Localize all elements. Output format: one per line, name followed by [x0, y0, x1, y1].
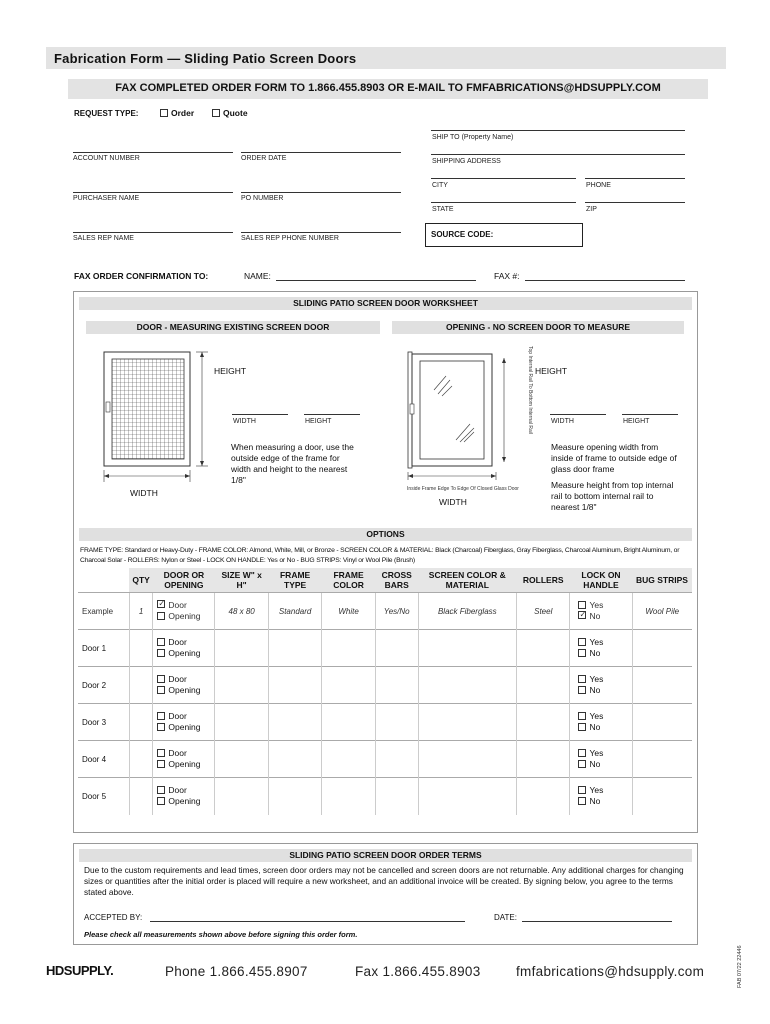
sales-rep-phone-line[interactable]	[241, 232, 401, 233]
example-qty: 1	[129, 593, 153, 630]
inside-frame-note: Inside Frame Edge To Edge Of Closed Glass Door	[407, 486, 519, 492]
example-opening-checkbox	[157, 612, 165, 620]
source-code-label: SOURCE CODE:	[431, 230, 494, 239]
order-label: Order	[171, 108, 195, 118]
door-width-small-label: WIDTH	[233, 418, 256, 425]
lock-cell[interactable]	[570, 630, 632, 667]
shipping-address-label: SHIPPING ADDRESS	[432, 158, 501, 165]
table-header-row	[78, 568, 692, 593]
opening-width-small-label: WIDTH	[551, 418, 574, 425]
date-line[interactable]	[522, 921, 672, 922]
rollers-cell[interactable]	[517, 667, 570, 704]
example-bug-strips: Wool Pile	[632, 593, 692, 630]
shipping-address-line[interactable]	[431, 154, 685, 155]
door-checkbox[interactable]	[157, 712, 165, 720]
yes-option-label: Yes	[589, 711, 604, 721]
opening-height-entry[interactable]	[622, 414, 678, 415]
header-frame-type: FRAME TYPE	[268, 568, 321, 593]
example-door-opening	[153, 593, 215, 630]
door-checkbox[interactable]	[157, 675, 165, 683]
fax-confirm-fax-line[interactable]	[525, 280, 685, 281]
no-checkbox[interactable]	[578, 649, 586, 657]
opening-diagram	[400, 346, 540, 506]
frame-type-cell[interactable]	[268, 667, 321, 704]
footer-phone[interactable]: Phone 1.866.455.8907	[165, 964, 308, 979]
sales-rep-name-line[interactable]	[73, 232, 233, 233]
footer-fax[interactable]: Fax 1.866.455.8903	[355, 964, 481, 979]
fax-banner	[68, 79, 708, 99]
yes-checkbox[interactable]	[578, 638, 586, 646]
page-title: Fabrication Form — Sliding Patio Screen Doors	[54, 51, 357, 66]
account-number-line[interactable]	[73, 152, 233, 153]
opening-note-1: Measure opening width from inside of frame to outside edge of glass door frame	[551, 442, 677, 474]
hd-supply-logo: HDSUPPLY.	[46, 963, 114, 978]
phone-label: PHONE	[586, 182, 611, 189]
lock-cell[interactable]	[570, 778, 632, 815]
frame-type-cell[interactable]	[268, 704, 321, 741]
request-order-option[interactable]	[160, 108, 194, 118]
door-width-label: WIDTH	[130, 488, 158, 498]
yes-checkbox[interactable]	[578, 675, 586, 683]
purchaser-name-label: PURCHASER NAME	[73, 195, 140, 202]
door-opening-cell[interactable]	[153, 704, 215, 741]
lock-cell[interactable]	[570, 667, 632, 704]
example-size: 48 x 80	[215, 593, 268, 630]
frame-color-cell[interactable]	[322, 630, 375, 667]
size-cell[interactable]	[215, 667, 268, 704]
row-label: Door 3	[78, 704, 129, 741]
qty-cell[interactable]	[129, 741, 153, 778]
example-cross-bars: Yes/No	[375, 593, 418, 630]
yes-checkbox[interactable]	[578, 712, 586, 720]
opening-option-label: Opening	[168, 796, 201, 807]
options-title: OPTIONS	[79, 528, 692, 541]
frame-type-cell[interactable]	[268, 778, 321, 815]
example-screen: Black Fiberglass	[418, 593, 516, 630]
header-qty: QTY	[129, 568, 153, 593]
frame-color-cell[interactable]	[322, 704, 375, 741]
yes-checkbox[interactable]	[578, 749, 586, 757]
worksheet-title: SLIDING PATIO SCREEN DOOR WORKSHEET	[79, 297, 692, 310]
frame-color-cell[interactable]	[322, 778, 375, 815]
account-number-label: ACCOUNT NUMBER	[73, 155, 140, 162]
orders-table	[78, 568, 692, 815]
size-cell[interactable]	[215, 741, 268, 778]
opening-checkbox[interactable]	[157, 723, 165, 731]
door-option-label: Door	[168, 711, 187, 721]
header-cross-bars: CROSS BARS	[375, 568, 418, 593]
ship-to-label: SHIP TO (Property Name)	[432, 134, 514, 141]
header-frame-color: FRAME COLOR	[322, 568, 375, 593]
opening-option-label: Opening	[168, 722, 201, 732]
terms-title: SLIDING PATIO SCREEN DOOR ORDER TERMS	[79, 849, 692, 862]
example-frame-type: Standard	[268, 593, 321, 630]
size-cell[interactable]	[215, 630, 268, 667]
footer-email[interactable]: fmfabrications@hdsupply.com	[516, 964, 705, 979]
date-label: DATE:	[494, 913, 517, 922]
screen-cell[interactable]	[418, 704, 516, 741]
header-label	[78, 568, 129, 593]
bug-strips-cell[interactable]	[632, 630, 692, 667]
opening-width-entry[interactable]	[550, 414, 606, 415]
no-checkbox[interactable]	[578, 760, 586, 768]
bug-strips-cell[interactable]	[632, 667, 692, 704]
lock-cell[interactable]	[570, 741, 632, 778]
example-rollers: Steel	[517, 593, 570, 630]
opening-note-2: Measure height from top internal rail to bottom internal rail to nearest 1/8"	[551, 480, 674, 512]
opening-option-label: Opening	[168, 648, 201, 658]
yes-option-label: Yes	[589, 785, 604, 796]
no-option-label: No	[589, 722, 601, 732]
phone-line[interactable]	[585, 178, 685, 179]
row-label: Door 4	[78, 741, 129, 778]
example-lock	[570, 593, 632, 630]
door-option-label: Door	[168, 748, 187, 758]
opening-checkbox[interactable]	[157, 760, 165, 768]
no-option-label: No	[589, 759, 601, 769]
opening-height-label: HEIGHT	[535, 366, 568, 376]
bug-strips-cell[interactable]	[632, 704, 692, 741]
opening-option-label: Opening	[168, 759, 201, 769]
example-no-checkbox	[578, 611, 586, 619]
no-checkbox[interactable]	[578, 723, 586, 731]
header-bug-strips: BUG STRIPS	[632, 568, 692, 593]
size-cell[interactable]	[215, 704, 268, 741]
cross-bars-cell[interactable]	[375, 704, 418, 741]
opening-width-label: WIDTH	[439, 497, 467, 507]
door-option-label: Door	[168, 674, 187, 684]
opening-option-label: Opening	[168, 611, 201, 621]
fax-confirm-label: FAX ORDER CONFIRMATION TO:	[74, 271, 209, 281]
door-width-entry[interactable]	[232, 414, 288, 415]
header-screen: SCREEN COLOR & MATERIAL	[418, 568, 516, 593]
purchaser-name-line[interactable]	[73, 192, 233, 193]
header-rollers: ROLLERS	[517, 568, 570, 593]
qty-cell[interactable]	[129, 630, 153, 667]
order-checkbox[interactable]	[160, 109, 168, 117]
quote-label: Quote	[223, 108, 248, 118]
order-date-label: ORDER DATE	[241, 155, 287, 162]
door-height-entry[interactable]	[304, 414, 360, 415]
door-opening-cell[interactable]	[153, 778, 215, 815]
sales-rep-phone-label: SALES REP PHONE NUMBER	[241, 235, 339, 242]
yes-option-label: Yes	[589, 637, 604, 647]
no-option-label: No	[589, 611, 601, 621]
city-line[interactable]	[431, 178, 576, 179]
header-lock: LOCK ON HANDLE	[570, 568, 632, 593]
example-frame-color: White	[322, 593, 375, 630]
form-code: FAB 07/22 22446	[737, 945, 743, 988]
fax-confirm-fax-label: FAX #:	[494, 271, 520, 281]
request-quote-option[interactable]	[212, 108, 248, 118]
door-option-label: Door	[168, 637, 187, 647]
screen-cell[interactable]	[418, 630, 516, 667]
table-row	[78, 741, 692, 778]
state-label: STATE	[432, 206, 454, 213]
no-option-label: No	[589, 685, 601, 695]
rollers-cell[interactable]	[517, 741, 570, 778]
rollers-cell[interactable]	[517, 704, 570, 741]
order-date-line[interactable]	[241, 152, 401, 153]
po-number-line[interactable]	[241, 192, 401, 193]
example-door-checkbox	[157, 600, 165, 608]
sales-rep-name-label: SALES REP NAME	[73, 235, 134, 242]
row-label: Door 5	[78, 778, 129, 815]
example-row	[78, 593, 692, 630]
door-note: When measuring a door, use the outside edge of the frame for width and height to the nearest 1/8"	[231, 442, 354, 485]
cross-bars-cell[interactable]	[375, 667, 418, 704]
zip-line[interactable]	[585, 202, 685, 203]
city-label: CITY	[432, 182, 448, 189]
check-note: Please check all measurements shown above before signing this order form.	[84, 930, 358, 939]
qty-cell[interactable]	[129, 704, 153, 741]
no-checkbox[interactable]	[578, 686, 586, 694]
qty-cell[interactable]	[129, 778, 153, 815]
door-checkbox[interactable]	[157, 638, 165, 646]
title-bar	[46, 47, 726, 69]
no-option-label: No	[589, 796, 601, 807]
state-line[interactable]	[431, 202, 576, 203]
vertical-rail-note: Top Internal Rail To Bottom Internal Rail	[527, 346, 533, 435]
opening-checkbox[interactable]	[157, 686, 165, 694]
fax-confirm-name-line[interactable]	[276, 280, 476, 281]
door-checkbox[interactable]	[157, 786, 165, 794]
frame-type-cell[interactable]	[268, 630, 321, 667]
opening-height-small-label: HEIGHT	[623, 418, 650, 425]
bug-strips-cell[interactable]	[632, 778, 692, 815]
door-option-label: Door	[168, 785, 187, 796]
row-label: Door 2	[78, 667, 129, 704]
fax-confirm-name-label: NAME:	[244, 271, 271, 281]
opening-header: OPENING - NO SCREEN DOOR TO MEASURE	[392, 321, 684, 334]
row-label: Door 1	[78, 630, 129, 667]
source-code-box[interactable]	[425, 223, 583, 247]
door-option-label: Door	[168, 600, 187, 610]
table-row	[78, 778, 692, 815]
door-opening-cell[interactable]	[153, 630, 215, 667]
screen-cell[interactable]	[418, 778, 516, 815]
table-row	[78, 630, 692, 667]
table-row	[78, 667, 692, 704]
bug-strips-cell[interactable]	[632, 741, 692, 778]
frame-color-cell[interactable]	[322, 741, 375, 778]
opening-checkbox[interactable]	[157, 797, 165, 805]
yes-checkbox[interactable]	[578, 786, 586, 794]
rollers-cell[interactable]	[517, 778, 570, 815]
screen-cell[interactable]	[418, 741, 516, 778]
cross-bars-cell[interactable]	[375, 630, 418, 667]
ship-to-line[interactable]	[431, 130, 685, 131]
no-checkbox[interactable]	[578, 797, 586, 805]
no-option-label: No	[589, 648, 601, 658]
door-diagram	[96, 346, 216, 506]
frame-color-cell[interactable]	[322, 667, 375, 704]
header-door-opening: DOOR OR OPENING	[153, 568, 215, 593]
door-opening-cell[interactable]	[153, 741, 215, 778]
header-size: SIZE W" x H"	[215, 568, 268, 593]
example-label: Example	[78, 593, 129, 630]
accepted-by-label: ACCEPTED BY:	[84, 913, 143, 922]
cross-bars-cell[interactable]	[375, 741, 418, 778]
rollers-cell[interactable]	[517, 630, 570, 667]
yes-option-label: Yes	[589, 674, 604, 684]
yes-option-label: Yes	[589, 600, 604, 610]
yes-option-label: Yes	[589, 748, 604, 758]
example-yes-checkbox	[578, 601, 586, 609]
terms-text: Due to the custom requirements and lead times, screen door orders may not be cancelled and screen doors are not returnable. Any additional charges for changing sizes or quantities after the initial order is placed will require a new worksheet, and an additional invoice will be created. By signing below, you agree to the terms stated above.	[84, 865, 684, 897]
frame-type-cell[interactable]	[268, 741, 321, 778]
table-row	[78, 704, 692, 741]
qty-cell[interactable]	[129, 667, 153, 704]
fax-banner-text: FAX COMPLETED ORDER FORM TO 1.866.455.8903 OR E-MAIL TO FMFABRICATIONS@HDSUPPLY.COM	[115, 82, 661, 94]
request-type-label: REQUEST TYPE:	[74, 109, 139, 118]
door-opening-cell[interactable]	[153, 667, 215, 704]
po-number-label: PO NUMBER	[241, 195, 284, 202]
accepted-by-line[interactable]	[150, 921, 465, 922]
door-height-small-label: HEIGHT	[305, 418, 332, 425]
zip-label: ZIP	[586, 206, 597, 213]
door-height-label: HEIGHT	[214, 366, 247, 376]
cross-bars-cell[interactable]	[375, 778, 418, 815]
opening-checkbox[interactable]	[157, 649, 165, 657]
door-header: DOOR - MEASURING EXISTING SCREEN DOOR	[86, 321, 380, 334]
lock-cell[interactable]	[570, 704, 632, 741]
options-text: FRAME TYPE: Standard or Heavy-Duty - FRAME COLOR: Almond, White, Mill, or Bronze - SCREEN COLOR & MATERIAL: Black (Charcoal) Fiberglass, Gray Fiberglass, Charcoal Aluminum, Bright Aluminum, or Charcoal Solar - ROLLERS: Nylon or Steel - LOCK ON HANDLE: Yes or No - BUG STRIPS: Vinyl or Wool Pile (Brush)	[80, 547, 680, 564]
size-cell[interactable]	[215, 778, 268, 815]
door-checkbox[interactable]	[157, 749, 165, 757]
opening-option-label: Opening	[168, 685, 201, 695]
quote-checkbox[interactable]	[212, 109, 220, 117]
screen-cell[interactable]	[418, 667, 516, 704]
